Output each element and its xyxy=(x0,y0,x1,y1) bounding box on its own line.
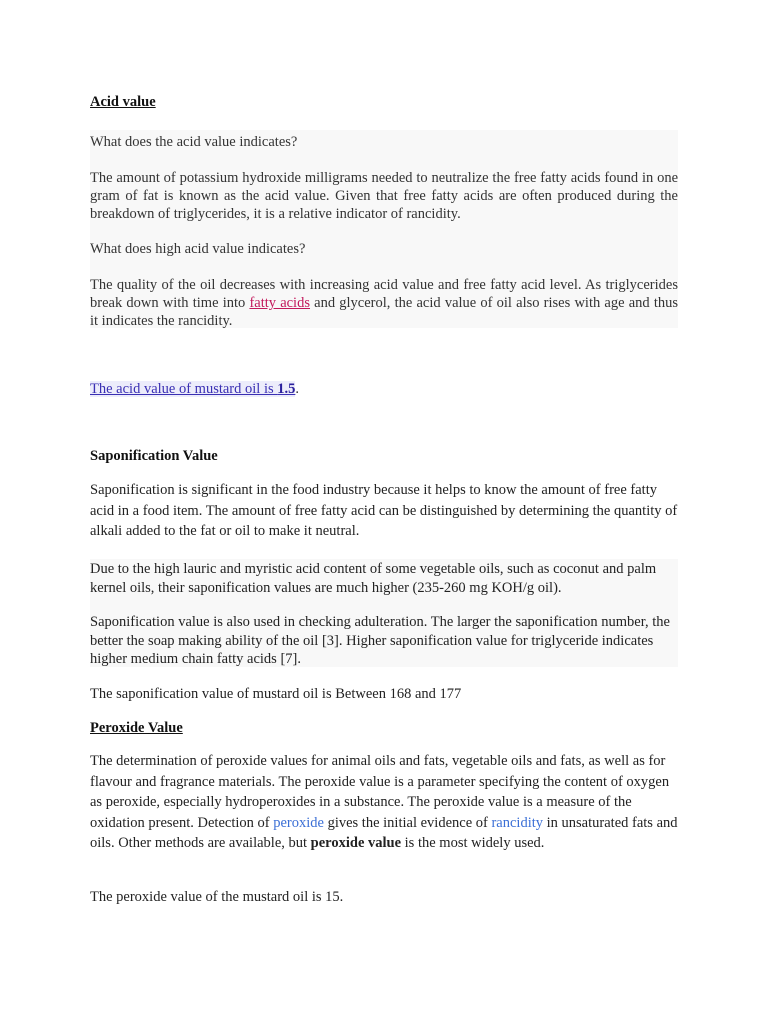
saponification-paragraph-2: Due to the high lauric and myristic acid content of some vegetable oils, such as coconut and palm kernel oils, their saponification values are much higher (235-260 mg KOH/g oil). xyxy=(90,561,657,596)
saponification-paragraph-3: Saponification value is also used in checking adulteration. The larger the saponification number, the better the soap making ability of the oil [3]. Higher saponification value for triglyceride indicates higher medium chain fatty acids [7]. xyxy=(90,614,670,667)
acid-value-heading: Acid value xyxy=(90,94,156,110)
acid-value-result-link[interactable] xyxy=(90,381,295,397)
peroxide-text-b: gives the initial evidence of xyxy=(323,814,492,831)
peroxide-paragraph xyxy=(90,751,678,854)
saponification-heading: Saponification Value xyxy=(90,448,218,464)
peroxide-value-heading: Peroxide Value xyxy=(90,720,183,736)
fatty-acids-link[interactable]: fatty acids xyxy=(249,295,310,311)
peroxide-text-c: in unsaturated fats and oils. Other methods are available, but xyxy=(90,814,678,851)
saponification-shaded-section xyxy=(90,559,678,667)
acid-result-prefix: The acid value of mustard oil is xyxy=(90,381,278,397)
acid-result-value: 1.5 xyxy=(277,381,296,397)
peroxide-value-bold: peroxide value xyxy=(310,835,402,851)
peroxide-result: The peroxide value of the mustard oil is 15. xyxy=(90,889,344,905)
acid-answer-2-text-b: and glycerol, the acid value of oil also rises with age and thus it indicates the rancidity. xyxy=(90,295,678,329)
acid-answer-2-text-a: The quality of the oil decreases with increasing acid value and free fatty acid level. As triglycerides break down with time into xyxy=(90,277,678,311)
acid-faq-section xyxy=(90,130,678,328)
peroxide-text-a: The determination of peroxide values for animal oils and fats, vegetable oils and fats, as well as for flavour and fragrance materials. The peroxide value is a parameter specifying the content of oxygen as peroxide, especially hydroperoxides in a substance. The peroxide value is a measure of the oxidation present. Detection of xyxy=(90,753,670,831)
acid-answer-2 xyxy=(90,276,678,330)
saponification-result: The saponification value of mustard oil is Between 168 and 177 xyxy=(90,686,462,702)
saponification-paragraph-1: Saponification is significant in the food industry because it helps to know the amount of free fatty acid in a food item. The amount of free fatty acid can be distinguished by determining the quantity of alkali added to the fat or oil to make it neutral. xyxy=(90,482,678,539)
acid-result-suffix: . xyxy=(295,381,299,397)
acid-value-result xyxy=(90,380,678,398)
peroxide-text-d: is the most widely used. xyxy=(401,835,545,851)
acid-answer-1: The amount of potassium hydroxide milligrams needed to neutralize the free fatty acids found in one gram of fat is known as the acid value. Given that free fatty acids are often produced during the breakdown of triglycerides, it is a relative indicator of rancidity. xyxy=(90,170,678,222)
acid-question-1: What does the acid value indicates? xyxy=(90,134,298,150)
peroxide-link[interactable]: peroxide xyxy=(273,814,324,831)
acid-question-2: What does high acid value indicates? xyxy=(90,241,306,257)
rancidity-link[interactable]: rancidity xyxy=(491,814,544,831)
